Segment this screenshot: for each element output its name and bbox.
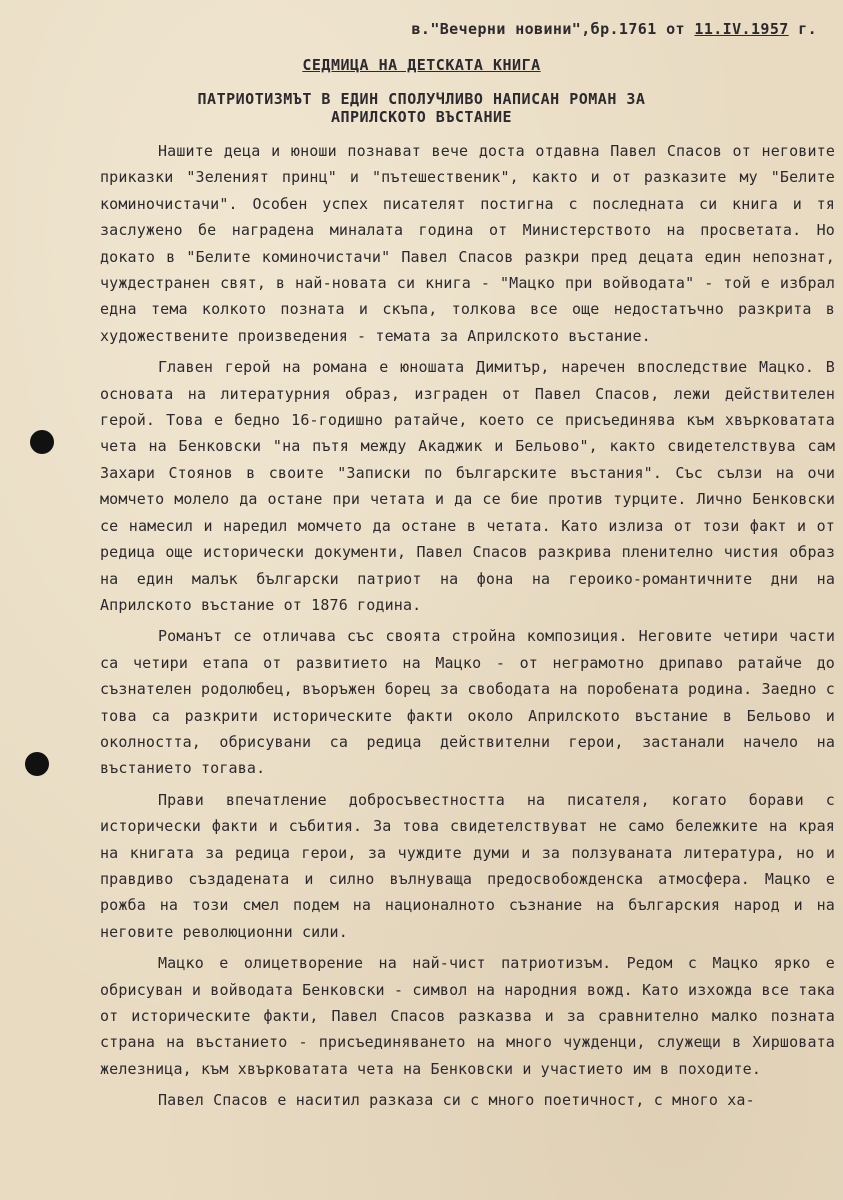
paragraph: Павел Спасов е наситил разказа си с много поетичност, с много ха-	[158, 1091, 755, 1110]
article-headline	[0, 90, 843, 126]
punch-hole	[30, 430, 54, 454]
section-title: СЕДМИЦА НА ДЕТСКАТА КНИГА	[302, 56, 541, 74]
source-suffix: г.	[788, 20, 817, 38]
source-date: 11.IV.1957	[694, 20, 789, 38]
source-prefix: в."Вечерни новини",бр.1761 от	[411, 20, 695, 38]
paragraph: Нашите деца и юноши познават вече доста отдавна Павел Спасов от неговите приказки "Зеленият принц" и "пътешественик", както и от разказите му "Белите коминочистачи". Особен успех писателят постигна с последната си книга и тя заслужено бе наградена миналата година от Министерството на просветата. Но докато в "Белите коминочистачи" Павел Спасов разкри пред децата един непознат, чуждестранен свят, в най-новата си книга - "Мацко при войводата" - той е избрал една тема колкото позната и скъпа, толкова все още недостатъчно разкрита в художествените произведения - темата за Априлското въстание.	[100, 142, 835, 345]
paragraph: Романът се отличава със своята стройна композиция. Неговите четири части са четири етапа от развитието на Мацко - от неграмотно дрипаво ратайче до съзнателен родолюбец, въоръжен борец за свободата на поробената родина. Заедно с това са разкрити историческите факти около Априлското въстание в Бельово и околността, обрисувани са редица действителни герои, застанали начело на въстанието тогава.	[100, 627, 835, 778]
paragraph: Прави впечатление добросъвестността на писателя, когато борави с исторически факти и събития. За това свидетелствуват не само бележките на края на книгата за редица герои, за чуждите думи и за ползуваната литература, но и правдиво създадената и силно вълнуваща предосвобожденска атмосфера. Мацко е рожба на този смел подем на националното съзнание на българския народ и на неговите революционни сили.	[100, 790, 835, 941]
punch-hole	[25, 752, 49, 776]
headline-line: АПРИЛСКОТО ВЪСТАНИЕ	[330, 108, 513, 126]
paragraph: Мацко е олицетворение на най-чист патриотизъм. Редом с Мацко ярко е обрисуван и войводата Бенковски - символ на народния вожд. Като изхожда все така от историческите факти, Павел Спасов разказва и за сравнително малко позната страна на въстанието - присъединяването на много чужденци, служещи в Хиршовата железница, към хвърковатата чета на Бенковски и участието им в походите.	[100, 954, 835, 1078]
article-body	[100, 138, 835, 1114]
headline-line: ПАТРИОТИЗМЪТ В ЕДИН СПОЛУЧЛИВО НАПИСАН РОМАН ЗА	[197, 90, 646, 108]
paragraph: Главен герой на романа е юношата Димитър, наречен впоследствие Мацко. В основата на литературния образ, изграден от Павел Спасов, лежи действителен герой. Това е бедно 16-годишно ратайче, което се присъединява към хвърковатата чета на Бенковски "на пътя между Акаджик и Бельово", както свидетелствува сам Захари Стоянов в своите "Записки по българските въстания". Със сълзи на очи момчето молело да остане при четата и да се бие против турците. Лично Бенковски се намесил и наредил момчето да остане в четата. Като излиза от този факт и от редица още исторически документи, Павел Спасов разкрива пленително чистия образ на един малък български патриот на фона на героико-романтичните дни на Априлското въстание от 1876 година.	[100, 358, 835, 614]
source-reference	[411, 20, 817, 38]
